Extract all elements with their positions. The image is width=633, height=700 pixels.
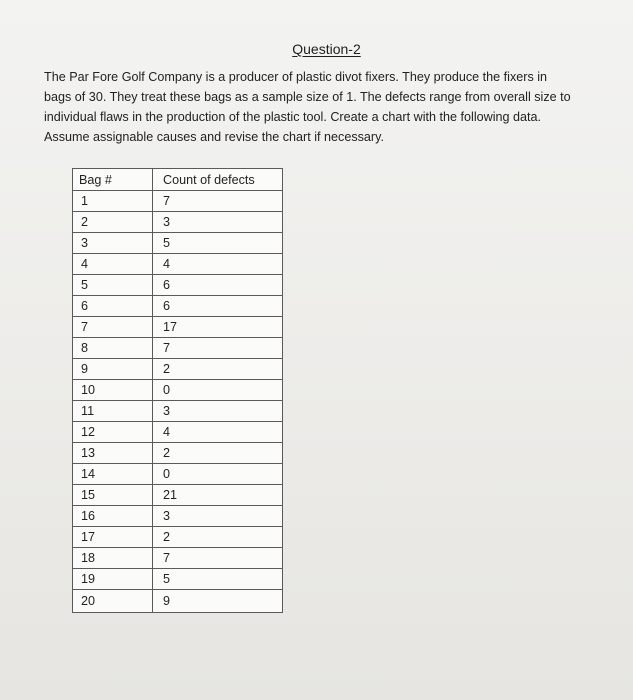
- bag-number-cell: 15: [73, 485, 153, 506]
- table-row: [73, 254, 283, 275]
- defect-count-cell: 5: [153, 233, 283, 254]
- table-row: [73, 359, 283, 380]
- bag-number-cell: 13: [73, 443, 153, 464]
- bag-number-cell: 4: [73, 254, 153, 275]
- bag-number-cell: 16: [73, 506, 153, 527]
- bag-number-cell: 18: [73, 548, 153, 569]
- paragraph-line: individual flaws in the production of the plastic tool. Create a chart with the following data.: [44, 110, 542, 124]
- bag-number-cell: 1: [73, 191, 153, 212]
- table-row: [73, 590, 283, 613]
- defect-count-cell: 4: [153, 254, 283, 275]
- paragraph-line: Assume assignable causes and revise the chart if necessary.: [44, 130, 384, 144]
- table-body: [73, 191, 283, 613]
- defect-count-cell: 7: [153, 191, 283, 212]
- table-row: [73, 548, 283, 569]
- bag-number-cell: 12: [73, 422, 153, 443]
- table-row: [73, 422, 283, 443]
- bag-number-cell: 14: [73, 464, 153, 485]
- bag-number-cell: 9: [73, 359, 153, 380]
- bag-number-cell: 10: [73, 380, 153, 401]
- table-row: [73, 275, 283, 296]
- table-row: [73, 464, 283, 485]
- bag-number-cell: 19: [73, 569, 153, 590]
- defect-count-cell: 21: [153, 485, 283, 506]
- header-count-of-defects: Count of defects: [153, 169, 283, 191]
- question-heading: Question-2: [292, 41, 361, 57]
- table-row: [73, 485, 283, 506]
- table-row: [73, 296, 283, 317]
- defect-count-cell: 3: [153, 506, 283, 527]
- defect-count-cell: 3: [153, 212, 283, 233]
- table-row: [73, 527, 283, 548]
- bag-number-cell: 2: [73, 212, 153, 233]
- table-row: [73, 569, 283, 590]
- defect-count-cell: 6: [153, 275, 283, 296]
- bag-number-cell: 11: [73, 401, 153, 422]
- bag-number-cell: 6: [73, 296, 153, 317]
- question-paragraph: [44, 67, 604, 147]
- table-row: [73, 233, 283, 254]
- defect-count-cell: 6: [153, 296, 283, 317]
- bag-number-cell: 7: [73, 317, 153, 338]
- header-bag-number: Bag #: [73, 169, 153, 191]
- table-row: [73, 338, 283, 359]
- defect-count-cell: 5: [153, 569, 283, 590]
- table-row: [73, 212, 283, 233]
- defect-count-cell: 2: [153, 359, 283, 380]
- defect-count-cell: 9: [153, 590, 283, 613]
- paragraph-line: The Par Fore Golf Company is a producer of plastic divot fixers. They produce the fixers in: [44, 70, 548, 84]
- bag-number-cell: 3: [73, 233, 153, 254]
- bag-number-cell: 17: [73, 527, 153, 548]
- defect-count-cell: 2: [153, 443, 283, 464]
- table-row: [73, 191, 283, 212]
- defect-count-cell: 2: [153, 527, 283, 548]
- bag-number-cell: 20: [73, 590, 153, 613]
- table-row: [73, 380, 283, 401]
- defect-count-cell: 0: [153, 464, 283, 485]
- paragraph-line: bags of 30. They treat these bags as a sample size of 1. The defects range from overall size to: [44, 90, 571, 104]
- defect-count-cell: 3: [153, 401, 283, 422]
- defect-count-cell: 7: [153, 548, 283, 569]
- table-row: [73, 317, 283, 338]
- defect-count-cell: 17: [153, 317, 283, 338]
- bag-number-cell: 5: [73, 275, 153, 296]
- defects-table: [72, 168, 283, 613]
- defect-count-cell: 0: [153, 380, 283, 401]
- table-row: [73, 443, 283, 464]
- table-header-row: [73, 169, 283, 191]
- defect-count-cell: 4: [153, 422, 283, 443]
- bag-number-cell: 8: [73, 338, 153, 359]
- table-row: [73, 401, 283, 422]
- defect-count-cell: 7: [153, 338, 283, 359]
- table-row: [73, 506, 283, 527]
